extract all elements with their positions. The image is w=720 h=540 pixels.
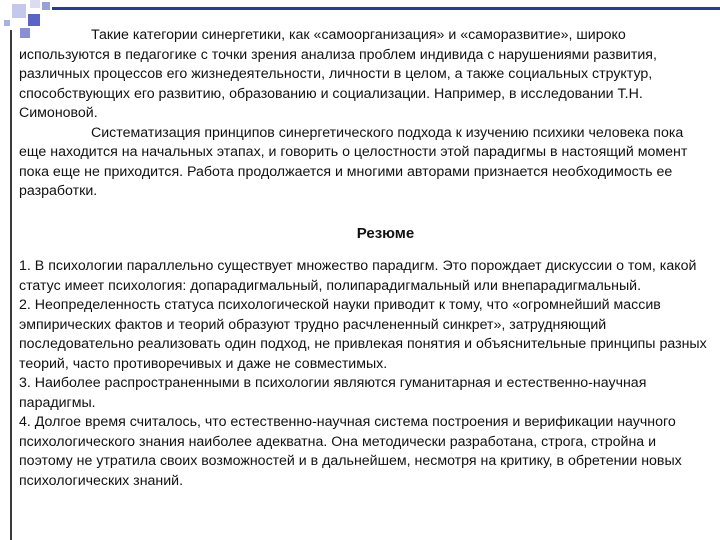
item-number: 2. xyxy=(19,297,31,313)
paragraph-2: Систематизация принципов синергетического подхода к изучению психики человека пока еще находится на начальных этапах, и говорить о целостности этой парадигмы в настоящий момент пока еще не приходится. Работа продолжается и многими авторами признается необходимость ее разработки. xyxy=(19,124,688,199)
item-text: Наиболее распространенными в психологии являются гуманитарная и естественно-научная парадигмы. xyxy=(19,375,647,411)
decor-square xyxy=(4,20,10,26)
decor-square xyxy=(12,4,26,18)
slide-content xyxy=(19,26,712,491)
summary-item-3 xyxy=(19,374,712,413)
summary-item-1 xyxy=(19,257,712,296)
decor-square xyxy=(28,14,40,26)
decor-square xyxy=(42,2,50,10)
item-number: 1. xyxy=(19,258,31,274)
summary-item-2 xyxy=(19,296,712,374)
item-number: 3. xyxy=(19,375,31,391)
summary-item-4 xyxy=(19,413,712,491)
top-rule xyxy=(52,7,720,10)
item-number: 4. xyxy=(19,414,31,430)
item-text: Долгое время считалось, что естественно-научная система построения и верификации научного психологического знания наиболее адекватна. Она методически разработана, строга, стройна и поэтому не утратила своих возможностей и в дальнейшем, несмотря на критику, в обретении новых психологических знаний. xyxy=(19,414,682,489)
item-text: Неопределенность статуса психологической науки приводит к тому, что «огромнейший массив эмпирических фактов и теорий образуют трудно расчлененный синкрет», затрудняющий последовательно реализовать один подход, не привлекая понятия и объяснительные принципы разных теорий, часто противоречивых и даже не совместимых. xyxy=(19,297,707,372)
paragraph-1: Такие категории синергетики, как «самоорганизация» и «саморазвитие», широко используются в педагогике с точки зрения анализа проблем индивида с нарушениями развития, различных процессов его жизнедеятельности, личности в целом, а также социальных структур, способствующих его развитию, образованию и социализации. Например, в исследовании Т.Н. Симоновой. xyxy=(19,27,657,121)
left-rule xyxy=(10,30,12,540)
decor-square xyxy=(30,0,40,8)
item-text: В психологии параллельно существует множество парадигм. Это порождает дискуссии о том, какой статус имеет психология: допарадигмальный, полипарадигмальный или внепарадигмальный. xyxy=(19,258,697,294)
summary-heading: Резюме xyxy=(356,224,415,242)
